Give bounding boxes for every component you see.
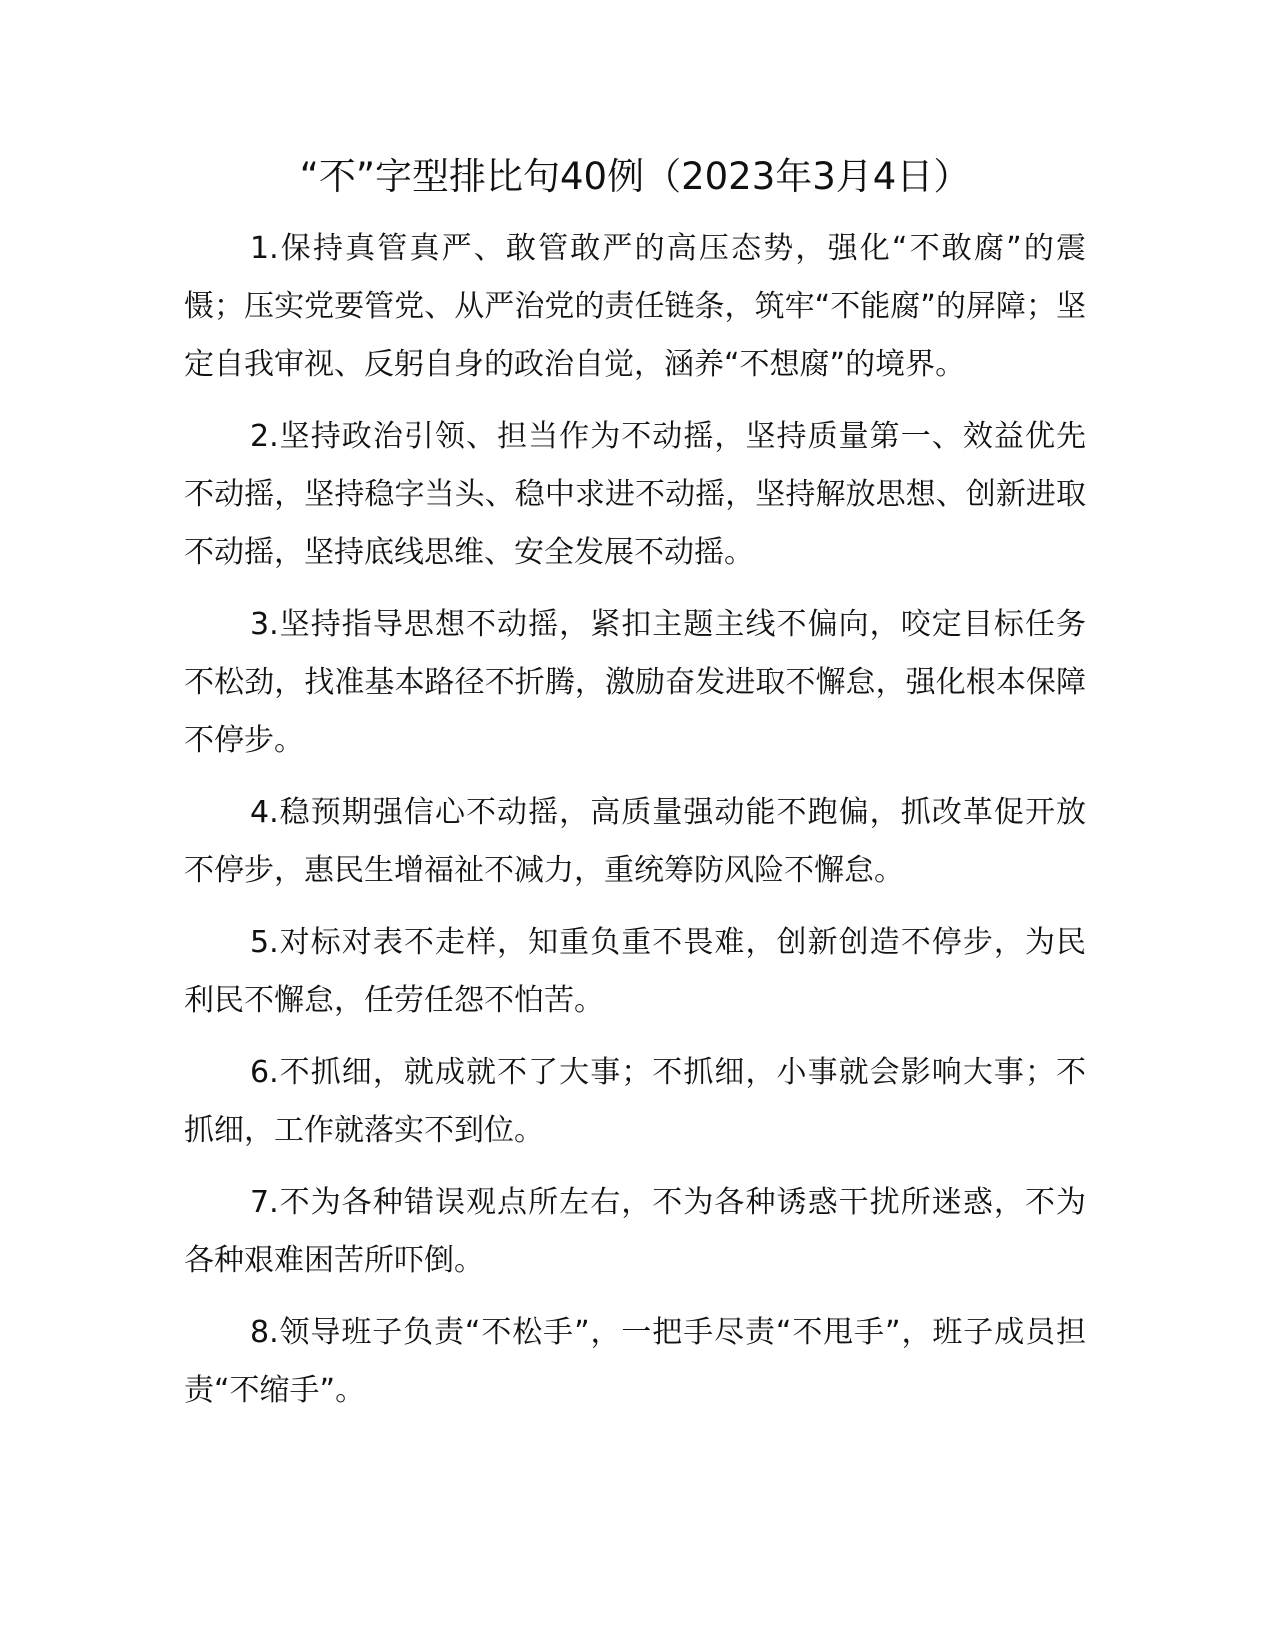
paragraph-1: 1.保持真管真严、敢管敢严的高压态势，强化“不敢腐”的震慑；压实党要管党、从严治党的责任链条，筑牢“不能腐”的屏障；坚定自我审视、反躬自身的政治自觉，涵养“不想腐”的境界。 bbox=[184, 231, 1086, 382]
document-page bbox=[184, 148, 1086, 1434]
paragraph-4: 4.稳预期强信心不动摇，高质量强动能不跑偏，抓改革促开放不停步，惠民生增福祉不减力，重统筹防风险不懈怠。 bbox=[184, 795, 1086, 888]
paragraph-3: 3.坚持指导思想不动摇，紧扣主题主线不偏向，咬定目标任务不松劲，找准基本路径不折腾，激励奋发进取不懈怠，强化根本保障不停步。 bbox=[184, 607, 1086, 758]
document-title: “不”字型排比句40例（2023年3月4日） bbox=[299, 155, 971, 198]
paragraph-2: 2.坚持政治引领、担当作为不动摇，坚持质量第一、效益优先不动摇，坚持稳字当头、稳中求进不动摇，坚持解放思想、创新进取不动摇，坚持底线思维、安全发展不动摇。 bbox=[184, 419, 1086, 570]
paragraph-5: 5.对标对表不走样，知重负重不畏难，创新创造不停步，为民利民不懈怠，任劳任怨不怕苦。 bbox=[184, 925, 1086, 1018]
paragraph-7: 7.不为各种错误观点所左右，不为各种诱惑干扰所迷惑，不为各种艰难困苦所吓倒。 bbox=[184, 1185, 1086, 1278]
paragraph-6: 6.不抓细，就成就不了大事；不抓细，小事就会影响大事；不抓细，工作就落实不到位。 bbox=[184, 1055, 1086, 1148]
paragraph-8: 8.领导班子负责“不松手”，一把手尽责“不甩手”，班子成员担责“不缩手”。 bbox=[184, 1315, 1086, 1408]
